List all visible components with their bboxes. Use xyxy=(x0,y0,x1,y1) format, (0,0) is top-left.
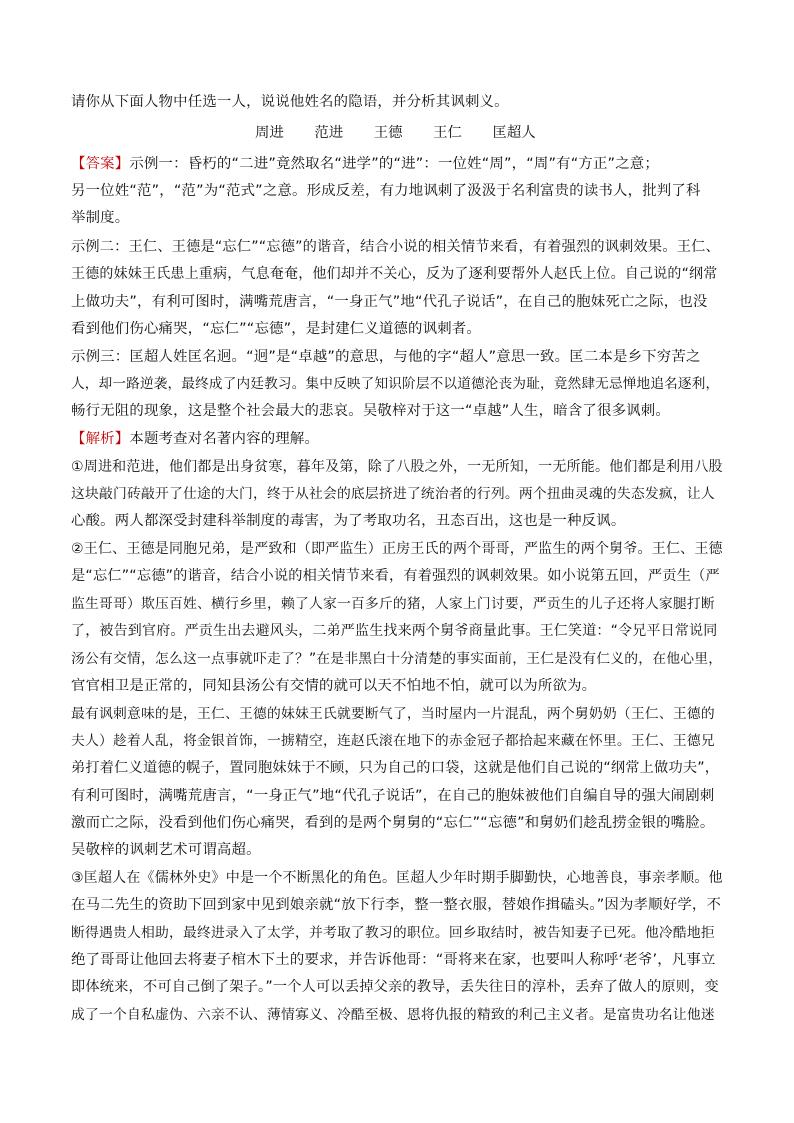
text-line: 举制度。 xyxy=(71,210,130,226)
answer-tag: 【答案】 xyxy=(71,156,130,172)
text-line: 汤公有交情，怎么这一点事就吓走了？”在是非黑白十分清楚的事实面前，王仁是没有仁义的，在他心里， xyxy=(71,651,723,667)
question-text: 请你从下面人物中任选一人，说说他姓名的隐语，并分析其讽刺义。 xyxy=(71,94,509,110)
text-line: 吴敬梓的讽刺艺术可谓高超。 xyxy=(71,842,261,858)
text-line: 监生哥哥）欺压百姓、横行乡里，赖了人家一百多斤的猪，人家上门讨要，严贡生的儿子还将人家腿打断 xyxy=(71,596,715,612)
name-kuang-chaoren: 匡超人 xyxy=(492,125,536,141)
text-line: ③匡超人在《儒林外史》中是一个不断黑化的角色。匡超人少年时期手脚勤快，心地善良，事亲孝顺。他 xyxy=(71,870,723,886)
name-wang-ren: 王仁 xyxy=(433,125,462,141)
text-line: 人，却一路逆袭，最终成了内廷教习。集中反映了知识阶层不以道德沦丧为耻，竟然肆无忌惮地追名逐利， xyxy=(71,376,720,392)
text-line: 有利可图时，满嘴荒唐言，“一身正气”地“代孔子说话”，在自己的胞妹被他们自编自导的强大闹剧刺 xyxy=(71,788,715,804)
text-line: 夫人）趁着人乱，将金银首饰，一掳精空，连赵氏滚在地下的赤金冠子都拾起来藏在怀里。王仁、王德兄 xyxy=(71,733,715,749)
text-line: 看到他们伤心痛哭，“忘仁”“忘德”，是封建仁义道德的讽刺者。 xyxy=(71,321,481,337)
text-line: 上做功夫”，有利可图时，满嘴荒唐言，“一身正气”地“代孔子说话”，在自己的胞妹死亡之际，也没 xyxy=(71,294,708,310)
text-line: 了，被告到官府。严贡生出去避风头，二弟严监生找来两个舅爷商量此事。王仁笑道：“令兄平日常说同 xyxy=(71,623,718,639)
character-names xyxy=(255,123,562,143)
text-line: 即体统来，不可自己倒了架子。”一个人可以丢掉父亲的教导，丢失往日的淳朴，丢弃了做人的原则，变 xyxy=(71,979,719,995)
text-line: 另一位姓“范”，“范”为“范式”之意。形成反差，有力地讽刺了汲汲于名利富贵的读书人，批判了科 xyxy=(71,183,701,199)
analysis-text: 本题考查对名著内容的理解。 xyxy=(129,431,320,447)
name-zhou-jin: 周进 xyxy=(255,125,284,141)
text-line: 在马二先生的资助下回到家中见到娘亲就“放下行李，整一整衣服，替娘作揖磕头。”因为孝顺好学，不 xyxy=(71,897,722,913)
analysis-line xyxy=(71,429,319,449)
text-line: 示例二：王仁、王德是“忘仁”“忘德”的谐音，结合小说的相关情节来看，有着强烈的讽刺效果。王仁、 xyxy=(71,239,720,255)
text-line: 心酸。两人都深受封建科举制度的毒害，为了考取功名，丑态百出，这也是一种反讽。 xyxy=(71,513,626,529)
text-line: 王德的妹妹王氏患上重病，气息奄奄，他们却并不关心，反为了逐利要帮外人赵氏上位。自己说的“纲常 xyxy=(71,266,718,282)
text-line: 断得遇贵人相助，最终进录入了太学，并考取了教习的职位。回乡取结时，被告知妻子已死。他冷酷地拒 xyxy=(71,925,715,941)
text-line: 成了一个自私虚伪、六亲不认、薄情寡义、冷酷至极、恩将仇报的精致的利己主义者。是富贵功名让他迷 xyxy=(71,1007,715,1023)
name-fan-jin: 范进 xyxy=(314,125,344,141)
text-line: 是“忘仁”“忘德”的谐音，结合小说的相关情节来看，有着强烈的讽刺效果。如小说第五回，严贡生（严 xyxy=(71,568,720,584)
answer-text: 示例一：昏朽的“二进”竟然取名“进学”的“进”：一位姓“周”，“周”有“方正”之意； xyxy=(129,156,659,172)
text-line: 最有讽刺意味的是，王仁、王德的妹妹王氏就要断气了，当时屋内一片混乱，两个舅奶奶（王仁、王德的 xyxy=(71,706,715,722)
name-wang-de: 王德 xyxy=(373,125,403,141)
text-line: 绝了哥哥让他回去将妻子棺木下土的要求，并告诉他哥：“哥将来在家，也要叫人称呼‘老爷’，凡事立 xyxy=(71,952,716,968)
text-line: 官官相卫是正常的，同知县汤公有交情的就可以天不怕地不怕，就可以为所欲为。 xyxy=(71,678,597,694)
answer-line xyxy=(71,154,659,174)
text-line: 畅行无阻的现象，这是整个社会最大的悲哀。吴敬梓对于这一“卓越”人生，暗含了很多讽刺。 xyxy=(71,403,670,419)
text-line: ②王仁、王德是同胞兄弟，是严致和（即严监生）正房王氏的两个哥哥，严监生的两个舅爷。王仁、王德 xyxy=(71,541,723,557)
analysis-tag: 【解析】 xyxy=(71,431,130,447)
text-line: 示例三：匡超人姓匡名迥。“迥”是“卓越”的意思，与他的字“超人”意思一致。匡二本是乡下穷苦之 xyxy=(71,349,701,365)
text-line: 这块敲门砖敲开了仕途的大门，终于从社会的底层挤进了统治者的行列。两个扭曲灵魂的失态发疯，让人 xyxy=(71,486,715,502)
text-line: 激而亡之际，没看到他们伤心痛哭，看到的是两个舅舅的“忘仁”“忘德”和舅奶们趁乱捞金银的嘴脸。 xyxy=(71,815,715,831)
text-line: ①周进和范进，他们都是出身贫寒，暮年及第，除了八股之外，一无所知，一无所能。他们都是利用八股 xyxy=(71,459,723,475)
text-line: 弟打着仁义道德的幌子，置同胞妹妹于不顾，只为自己的口袋，这就是他们自己说的“纲常上做功夫”， xyxy=(71,760,720,776)
